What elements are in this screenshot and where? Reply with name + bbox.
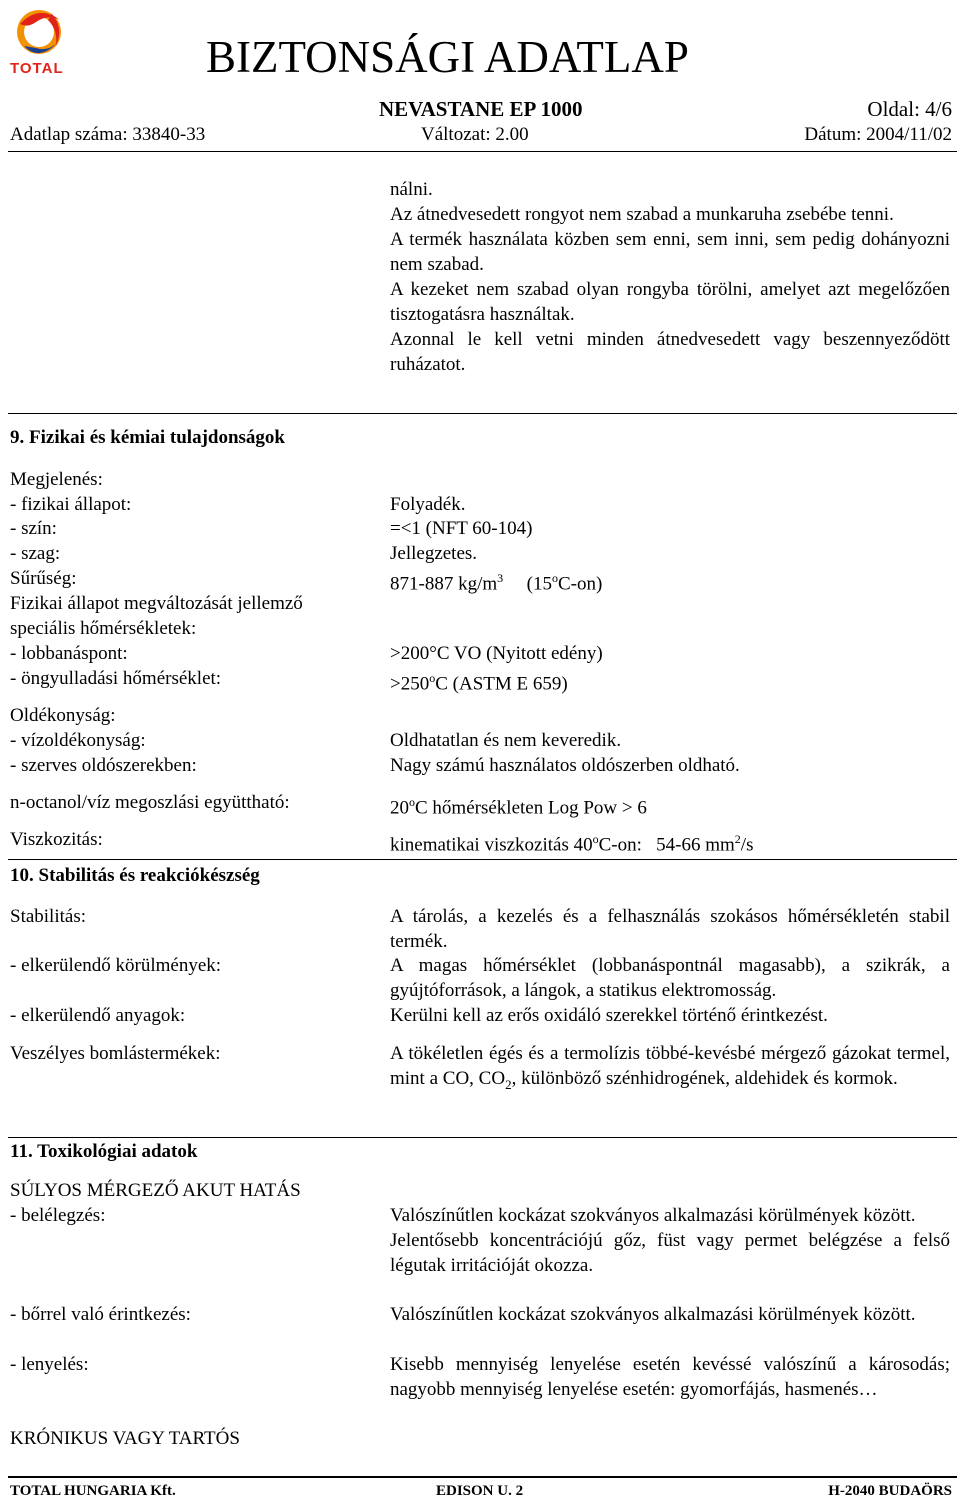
temp-label-1: Fizikai állapot megváltozását jellemző [10, 593, 303, 614]
avoid-mat-label: - elkerülendő anyagok: [10, 1005, 186, 1026]
density-sup: 3 [497, 571, 504, 585]
document-title: BIZTONSÁGI ADATLAP [206, 32, 689, 82]
autoign-label: - öngyulladási hőmérséklet: [10, 668, 222, 689]
flash-label: - lobbanáspont: [10, 643, 128, 664]
footer-company: TOTAL HUNGARIA Kft. [10, 1483, 176, 1499]
section10-rule [8, 859, 957, 860]
color-value: =<1 (NFT 60-104) [390, 518, 533, 539]
autoign-b: C (ASTM E 659) [435, 673, 568, 695]
autoign-a: >250 [390, 673, 430, 695]
prev-section-text [390, 177, 950, 377]
visc-sup2: 2 [734, 832, 741, 846]
decomp-value [390, 1041, 950, 1097]
density-temp-tail: C-on) [557, 573, 603, 595]
odor-value: Jellegzetes. [390, 543, 478, 564]
decomp-label: Veszélyes bomlástermékek: [10, 1043, 221, 1064]
section9-rule [8, 413, 957, 414]
header-rule [8, 151, 957, 152]
organic-value: Nagy számú használatos oldószerben oldható. [390, 755, 740, 776]
date: Dátum: 2004/11/02 [804, 124, 952, 145]
avoid-cond-value: A magas hőmérséklet (lobbanáspontnál magasabb), a szikrák, a gyújtóforrások, a lángok, a statikus elektromosság. [390, 955, 950, 1001]
visc-b: C-on: 54-66 mm [598, 834, 735, 856]
octanol-value [390, 790, 647, 820]
stability-label: Stabilitás: [10, 906, 86, 927]
section10-title: 10. Stabilitás és reakciókészség [10, 865, 260, 886]
inhal-label: - belélegzés: [10, 1205, 106, 1226]
version: Változat: 2.00 [421, 124, 529, 145]
inhal-value-1: Valószínűtlen kockázat szokványos alkalmazási körülmények között. [390, 1205, 916, 1226]
prev-line: Az átnedvesedett rongyot nem szabad a munkaruha zsebébe tenni. [390, 204, 894, 225]
footer-city: H-2040 BUDAÖRS [828, 1483, 952, 1499]
ingest-value: Kisebb mennyiség lenyelése esetén kevéssé valószínű a károsodás; nagyobb mennyiség lenyelése esetén: gyomorfájás, hasmenés… [390, 1354, 950, 1400]
flash-value: >200°C VO (Nyitott edény) [390, 643, 603, 664]
octanol-a: 20 [390, 797, 409, 819]
octanol-label: n-octanol/víz megoszlási együttható: [10, 792, 290, 813]
octanol-b: C hőmérsékleten Log Pow > 6 [415, 797, 647, 819]
section9-title: 9. Fizikai és kémiai tulajdonságok [10, 427, 285, 448]
footer-street: EDISON U. 2 [436, 1483, 524, 1499]
inhal-value-2: Jelentősebb koncentrációjú gőz, füst vagy permet belégzése a felső légutak irritációját okozza. [390, 1230, 950, 1276]
section11-title: 11. Toxikológiai adatok [10, 1141, 198, 1162]
footer-rule [8, 1476, 957, 1478]
decomp-b: , különböző szénhidrogének, aldehidek és kormok. [511, 1068, 898, 1089]
state-label: - fizikai állapot: [10, 494, 132, 515]
state-value: Folyadék. [390, 494, 466, 515]
decomp-sub: 2 [505, 1076, 512, 1092]
section11-rule [8, 1137, 957, 1138]
visc-value [390, 827, 753, 857]
density-number: 871-887 kg/m [390, 573, 498, 595]
solubility-label: Oldékonyság: [10, 705, 116, 726]
chronic-label: KRÓNIKUS VAGY TARTÓS [10, 1428, 240, 1449]
stability-value: A tárolás, a kezelés és a felhasználás szokásos hőmérsékletén stabil termék. [390, 906, 950, 952]
density-temp: (15 [526, 573, 552, 595]
skin-label: - bőrrel való érintkezés: [10, 1304, 191, 1325]
odor-label: - szag: [10, 543, 61, 564]
total-logo [8, 2, 70, 78]
density-label: Sűrűség: [10, 568, 77, 589]
visc-label: Viszkozitás: [10, 829, 103, 850]
ingest-label: - lenyelés: [10, 1354, 89, 1375]
prev-line: Azonnal le kell vetni minden átnedvesedett vagy beszennyeződött ruházatot. [390, 329, 950, 375]
temp-label-2: speciális hőmérsékletek: [10, 618, 197, 639]
organic-label: - szerves oldószerekben: [10, 755, 197, 776]
inhal-value [390, 1203, 950, 1278]
octanol-sup: o [409, 795, 415, 809]
water-value: Oldhatatlan és nem keveredik. [390, 730, 622, 751]
prev-line: A termék használata közben sem enni, sem inni, sem pedig dohányozni nem szabad. [390, 229, 950, 275]
page-number: Oldal: 4/6 [867, 97, 952, 121]
avoid-mat-value: Kerülni kell az erős oxidáló szerekkel történő érintkezést. [390, 1005, 828, 1026]
density-temp-sup: o [551, 571, 558, 585]
appearance-label: Megjelenés: [10, 469, 103, 490]
avoid-cond-label: - elkerülendő körülmények: [10, 955, 222, 976]
acute-label: SÚLYOS MÉRGEZŐ AKUT HATÁS [10, 1180, 301, 1201]
total-logo-icon [8, 2, 70, 62]
autoign-sup: o [429, 671, 436, 685]
density-value [390, 566, 602, 596]
decomp-a: A tökéletlen égés és a termolízis többé-kevésbé mérgező gázokat termel, mint a CO, CO [390, 1043, 950, 1089]
color-label: - szín: [10, 518, 57, 539]
visc-a: kinematikai viszkozitás 40 [390, 834, 593, 856]
visc-c: /s [740, 834, 754, 856]
product-name: NEVASTANE EP 1000 [379, 97, 583, 121]
skin-value: Valószínűtlen kockázat szokványos alkalmazási körülmények között. [390, 1304, 916, 1325]
prev-line: nálni. [390, 179, 433, 200]
water-label: - vízoldékonyság: [10, 730, 146, 751]
autoign-value [390, 666, 568, 696]
prev-line: A kezeket nem szabad olyan rongyba törölni, amelyet azt megelőzően tisztogatásra használtak. [390, 279, 950, 325]
sheet-number: Adatlap száma: 33840-33 [10, 124, 206, 145]
logo-text: TOTAL [10, 60, 64, 77]
visc-sup1: o [592, 832, 599, 846]
